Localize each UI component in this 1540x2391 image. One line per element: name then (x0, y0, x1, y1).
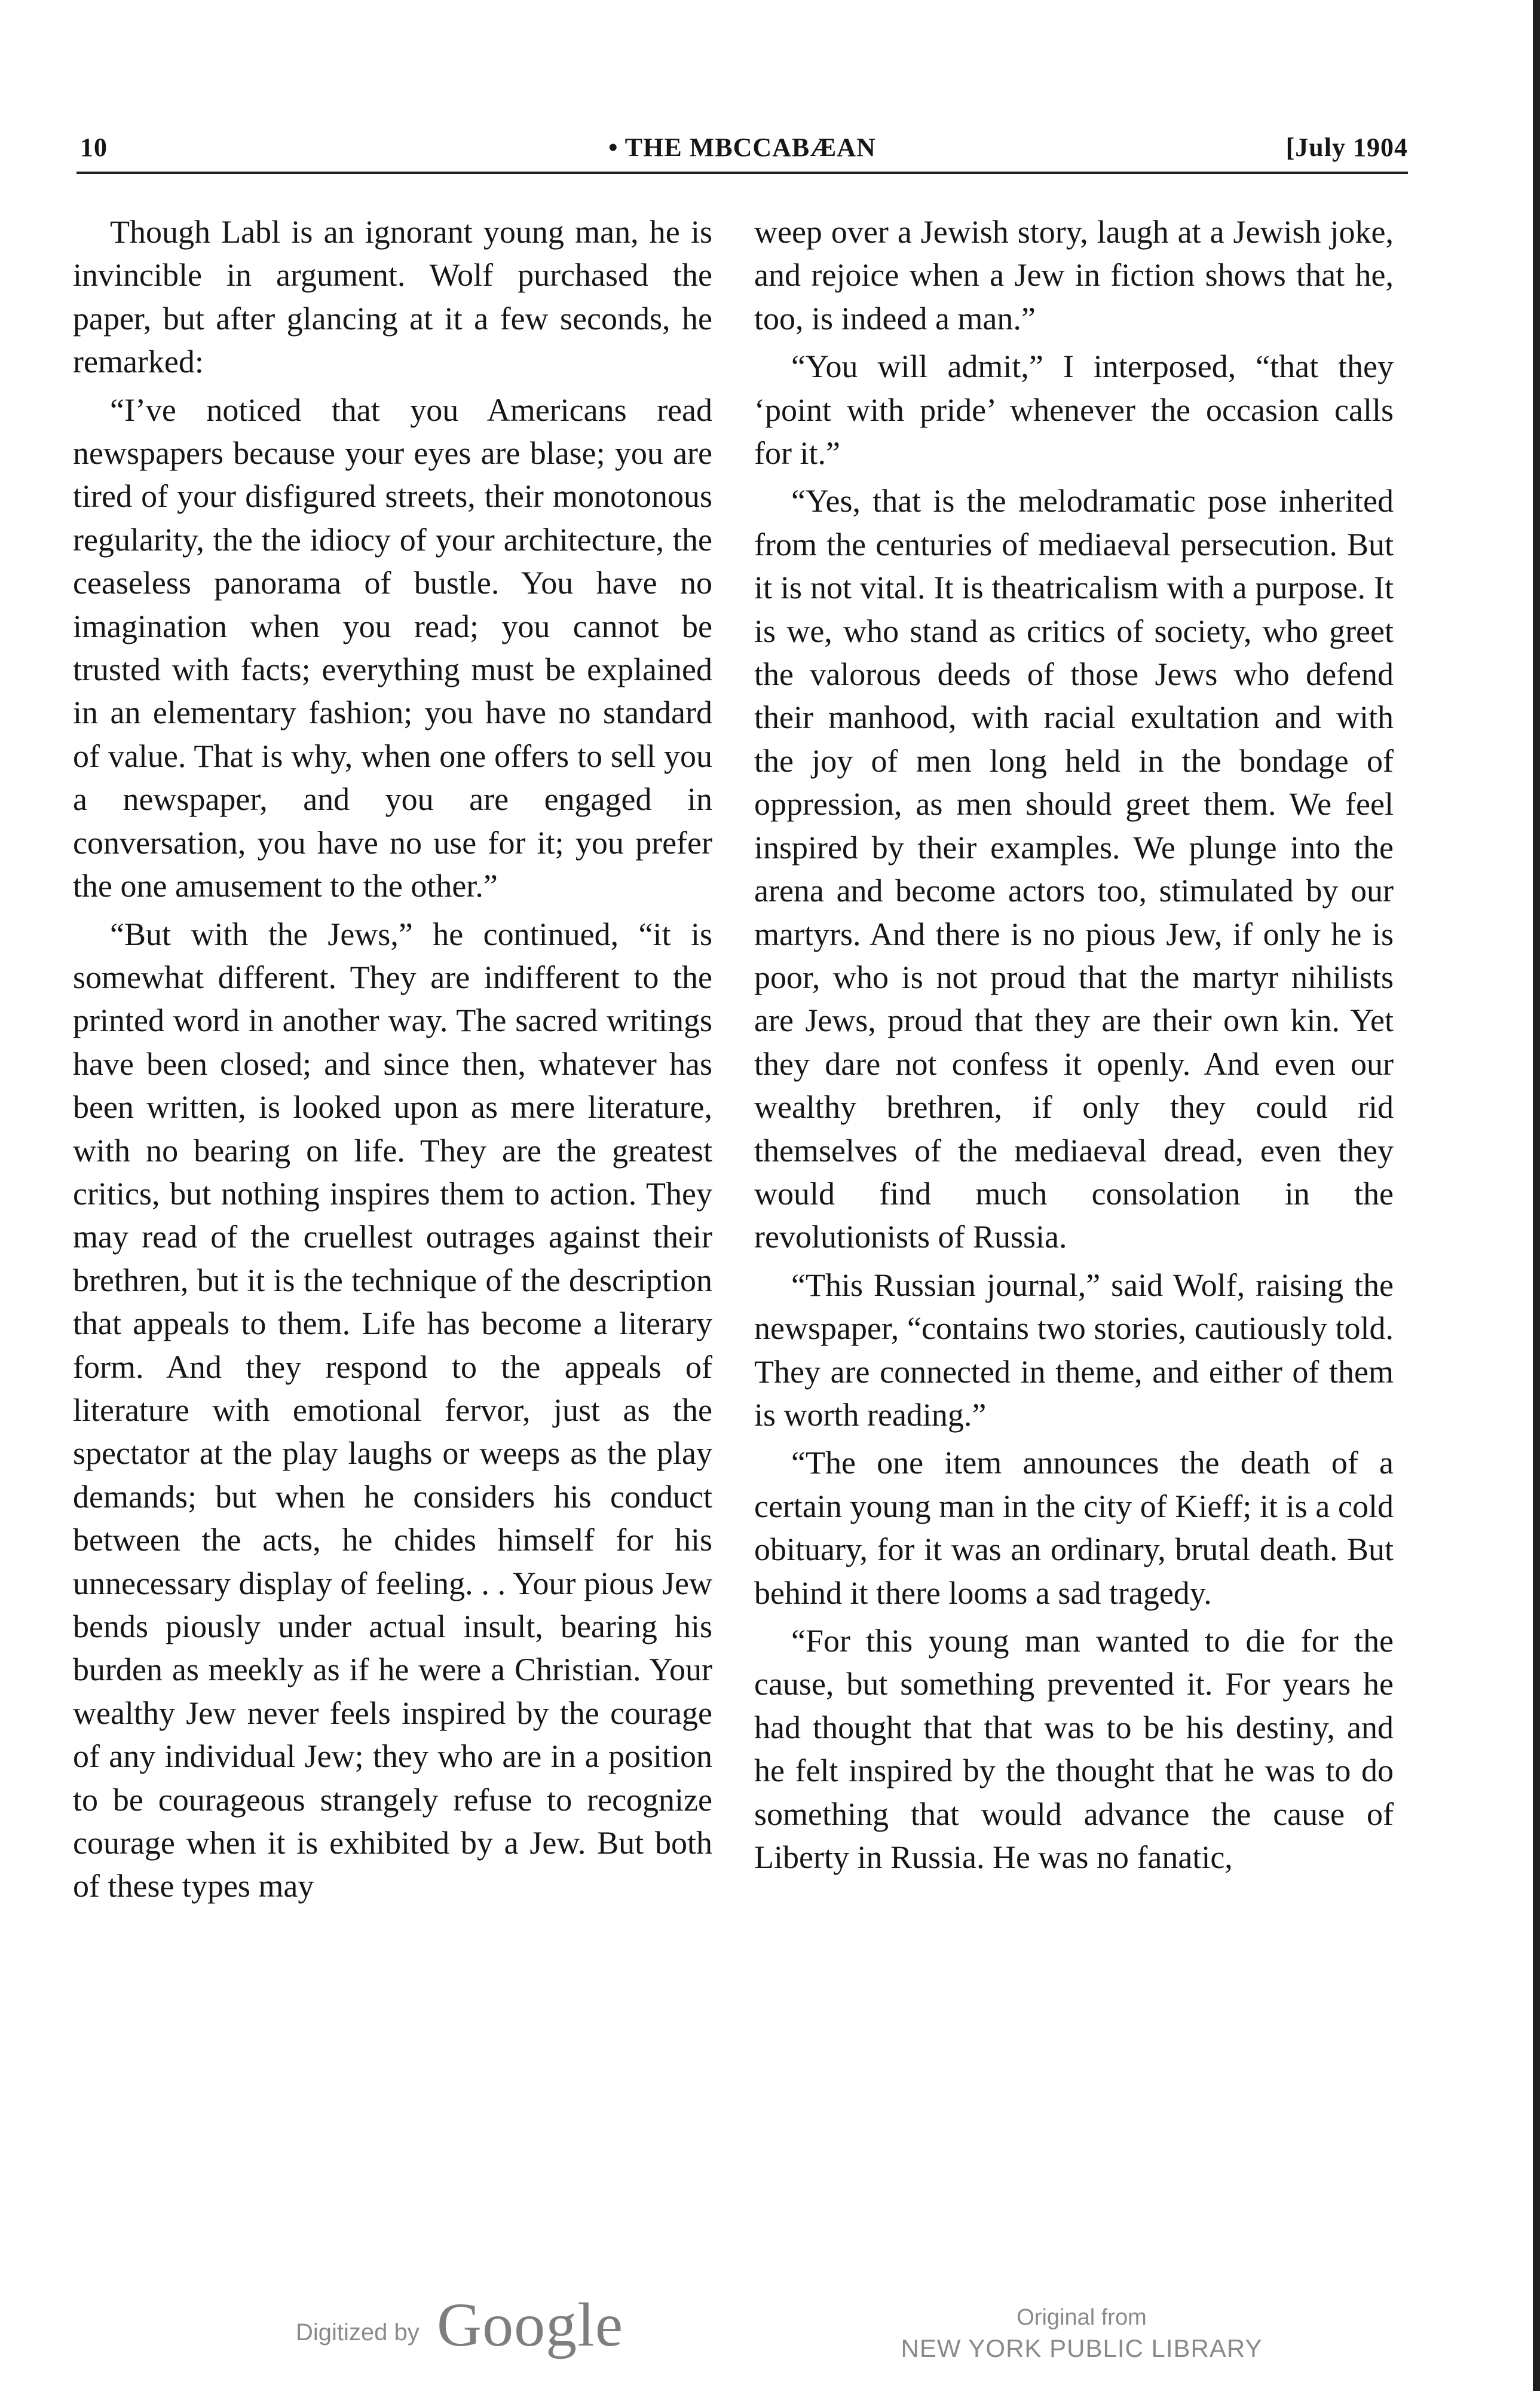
left-column (73, 210, 712, 1908)
digitized-by-label: Digitized by (296, 2319, 420, 2346)
original-source-watermark (890, 2303, 1273, 2365)
paragraph: Though Labl is an ignorant young man, he is invincible in argument. Wolf purchased the paper, but after glancing at it a few seconds, he remarked: (73, 214, 712, 380)
right-column (754, 210, 1394, 1879)
issue-date: [July 1904 (1285, 133, 1408, 162)
paragraph: “The one item announces the death of a certain young man in the city of Kieff; it is a cold obituary, for it was an ordinary, brutal death. But behind it there looms a sad tragedy. (754, 1445, 1394, 1611)
page-binding-edge (1533, 0, 1540, 2391)
google-logo: Google (437, 2291, 624, 2359)
paragraph: “For this young man wanted to die for the cause, but something prevented it. For years he had thought that that was to be his destiny, and he felt inspired by the thought that he was to do something that would advance the cause of Liberty in Russia. He was no fanatic, (754, 1623, 1394, 1876)
paragraph: “But with the Jews,” he continued, “it is somewhat different. They are indifferent to the printed word in another way. The sacred writings have been closed; and since then, whatever has been written, is looked upon as mere literature, with no bearing on life. They are the greatest critics, but nothing inspires them to action. They may read of the cruellest outrages against their brethren, but it is the technique of the description that appeals to them. Life has become a literary form. And they respond to the appeals of literature with emotional fervor, just as the spectator at the play laughs or weeps as the play demands; but when he considers his conduct between the acts, he chides himself for his unnecessary display of feeling. . . Your pious Jew bends piously under actual insult, bearing his burden as meekly as if he were a Christian. Your wealthy Jew never feels inspired by the courage of any individual Jew; they who are in a position to be courageous strangely refuse to recognize courage when it is exhibited by a Jew. But both of these types may (73, 916, 712, 1904)
library-name: NEW YORK PUBLIC LIBRARY (901, 2334, 1263, 2362)
running-header (76, 129, 1408, 174)
paragraph: “This Russian journal,” said Wolf, raising the newspaper, “contains two stories, cautiously told. They are connected in theme, and either of them is worth reading.” (754, 1267, 1394, 1433)
original-from-label: Original from (1017, 2305, 1147, 2330)
paragraph-continued: weep over a Jewish story, laugh at a Jewish joke, and rejoice when a Jew in fiction shows that he, too, is indeed a man.” (754, 214, 1394, 337)
paragraph: “Yes, that is the melodramatic pose inherited from the centuries of mediaeval persecution. But it is not vital. It is theatricalism with a purpose. It is we, who stand as critics of society, who greet the valorous deeds of those Jews who defend their manhood, with racial exultation and with the joy of men long held in the bondage of oppression, as men should greet them. We feel inspired by their examples. We plunge into the arena and become actors too, stimulated by our martyrs. And there is no pious Jew, if only he is poor, who is not proud that the martyr nihilists are Jews, proud that they are their own kin. Yet they dare not confess it openly. And even our wealthy brethren, if only they could rid themselves of the mediaeval dread, even they would find much consolation in the revolutionists of Russia. (754, 483, 1394, 1255)
paragraph: “I’ve noticed that you Americans read newspapers because your eyes are blase; you are tired of your disfigured streets, their monotonous regularity, the the idiocy of your architecture, the ceaseless panorama of bustle. You have no imagination when you read; you cannot be trusted with facts; everything must be explained in an elementary fashion; you have no standard of value. That is why, when one offers to sell you a newspaper, and you are engaged in conversation, you have no use for it; you prefer the one amusement to the other.” (73, 392, 712, 904)
page-number: 10 (80, 133, 108, 162)
paragraph: “You will admit,” I interposed, “that they ‘point with pride’ whenever the occasion calls for it.” (754, 348, 1394, 472)
journal-title: • THE MBCCABÆAN (608, 133, 876, 162)
